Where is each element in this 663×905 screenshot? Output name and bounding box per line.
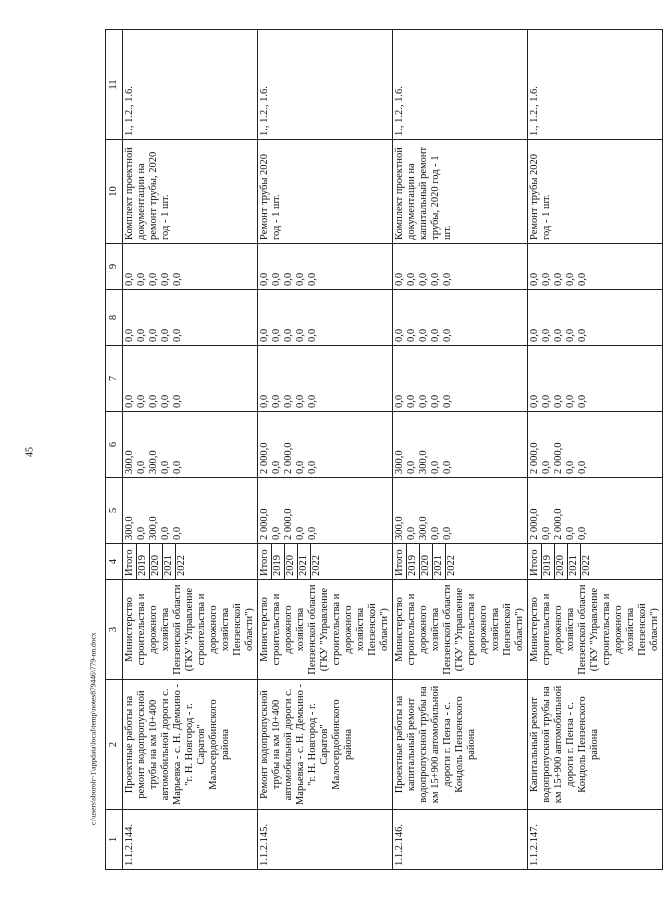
amount-value: 0,0 xyxy=(136,328,147,342)
row-years-cell xyxy=(528,544,663,580)
amount-value: 0,0 xyxy=(442,394,453,408)
amount-value: 0,0 xyxy=(577,394,588,408)
header-cell: 6 xyxy=(106,412,123,478)
row-c5-cell xyxy=(528,478,663,544)
row-c8-cell xyxy=(258,290,393,346)
row-c7-cell xyxy=(258,346,393,412)
year-value: 2019 xyxy=(407,544,420,579)
amount-value: 0,0 xyxy=(295,526,306,540)
year-value: 2022 xyxy=(581,555,592,576)
amount-value: 0,0 xyxy=(172,328,183,342)
row-id-cell: 1.1.2.146. xyxy=(393,810,528,870)
header-cell: 4 xyxy=(106,544,123,580)
row-years-cell xyxy=(393,544,528,580)
amount-value: 0,0 xyxy=(529,394,540,408)
amount-value: 0,0 xyxy=(136,526,147,540)
amount-value: 0,0 xyxy=(283,272,294,286)
row-id-cell: 1.1.2.144. xyxy=(123,810,258,870)
row-ref-cell: 1., 1.2., 1.6. xyxy=(258,30,393,140)
header-cell: 11 xyxy=(106,30,123,140)
amount-value: 0,0 xyxy=(394,328,405,342)
year-value: Итого xyxy=(259,544,272,579)
row-c9-cell xyxy=(258,244,393,290)
amount-value: 0,0 xyxy=(418,328,429,342)
year-value: 2020 xyxy=(150,544,163,579)
amount-value: 0,0 xyxy=(259,272,270,286)
amount-value: 0,0 xyxy=(295,272,306,286)
amount-value: 0,0 xyxy=(418,394,429,408)
amount-value: 0,0 xyxy=(430,526,441,540)
row-c6-cell xyxy=(258,412,393,478)
program-table xyxy=(105,29,663,870)
amount-value: 0,0 xyxy=(406,460,417,474)
row-result-cell: Комплект проектной документации на капитальный ремонт трубы, 2020 год - 1 шт. xyxy=(393,140,528,244)
amount-value: 0,0 xyxy=(541,394,552,408)
row-c8-cell xyxy=(123,290,258,346)
amount-value: 0,0 xyxy=(307,526,318,540)
row-result-cell: Ремонт трубы 2020 год - 1 шт. xyxy=(258,140,393,244)
amount-value: 0,0 xyxy=(172,272,183,286)
amount-value: 0,0 xyxy=(442,460,453,474)
amount-value: 0,0 xyxy=(307,394,318,408)
amount-value: 2 000,0 xyxy=(553,442,564,474)
year-value: 2022 xyxy=(311,555,322,576)
row-c8-cell xyxy=(528,290,663,346)
amount-value: 0,0 xyxy=(565,526,576,540)
amount-value: 0,0 xyxy=(160,526,171,540)
amount-value: 0,0 xyxy=(541,328,552,342)
amount-value: 0,0 xyxy=(271,460,282,474)
amount-value: 0,0 xyxy=(148,272,159,286)
amount-value: 0,0 xyxy=(160,460,171,474)
row-executor-cell: Министерство строительства и дорожного хозяйства Пензенской области (ГКУ "Управление строительства и дорожного хозяйства Пензенской области") xyxy=(258,580,393,680)
amount-value: 0,0 xyxy=(307,272,318,286)
amount-value: 2 000,0 xyxy=(259,442,270,474)
amount-value: 0,0 xyxy=(529,328,540,342)
amount-value: 0,0 xyxy=(124,272,135,286)
amount-value: 300,0 xyxy=(394,516,405,540)
amount-value: 0,0 xyxy=(283,394,294,408)
amount-value: 0,0 xyxy=(577,460,588,474)
header-cell: 9 xyxy=(106,244,123,290)
row-name-cell: Проектные работы на ремонт водопропускной трубы на км 10+400 автомобильной дороги с. Марьевка - с. Н. Демкино - "г. Н. Новгород - г. Саратов" Малосердобинского района xyxy=(123,680,258,810)
amount-value: 0,0 xyxy=(442,328,453,342)
row-c5-cell xyxy=(123,478,258,544)
amount-value: 0,0 xyxy=(124,394,135,408)
amount-value: 300,0 xyxy=(148,516,159,540)
row-years-cell xyxy=(258,544,393,580)
year-value: 2020 xyxy=(555,544,568,579)
amount-value: 0,0 xyxy=(406,394,417,408)
amount-value: 0,0 xyxy=(271,526,282,540)
amount-value: 0,0 xyxy=(577,328,588,342)
amount-value: 0,0 xyxy=(430,460,441,474)
amount-value: 0,0 xyxy=(553,394,564,408)
year-value: Итого xyxy=(394,544,407,579)
amount-value: 0,0 xyxy=(442,526,453,540)
amount-value: 0,0 xyxy=(430,272,441,286)
amount-value: 0,0 xyxy=(541,526,552,540)
row-id-cell: 1.1.2.145. xyxy=(258,810,393,870)
year-value: 2020 xyxy=(420,544,433,579)
row-c6-cell xyxy=(528,412,663,478)
row-c9-cell xyxy=(528,244,663,290)
row-name-cell: Проектные работы на капитальный ремонт водопропускной трубы на км 15+900 автомобильной дороги г. Пенза - с. Кондоль Пензенского района xyxy=(393,680,528,810)
amount-value: 0,0 xyxy=(418,272,429,286)
year-value: 2021 xyxy=(163,544,176,579)
amount-value: 0,0 xyxy=(541,272,552,286)
amount-value: 300,0 xyxy=(418,450,429,474)
amount-value: 2 000,0 xyxy=(283,508,294,540)
header-cell: 7 xyxy=(106,346,123,412)
amount-value: 0,0 xyxy=(565,328,576,342)
header-cell: 1 xyxy=(106,810,123,870)
row-c9-cell xyxy=(393,244,528,290)
amount-value: 0,0 xyxy=(160,328,171,342)
amount-value: 0,0 xyxy=(259,328,270,342)
amount-value: 0,0 xyxy=(529,272,540,286)
amount-value: 0,0 xyxy=(553,272,564,286)
table-row xyxy=(123,30,258,870)
amount-value: 0,0 xyxy=(172,526,183,540)
amount-value: 0,0 xyxy=(406,526,417,540)
amount-value: 0,0 xyxy=(271,272,282,286)
amount-value: 0,0 xyxy=(259,394,270,408)
amount-value: 0,0 xyxy=(565,394,576,408)
amount-value: 0,0 xyxy=(565,460,576,474)
row-ref-cell: 1., 1.2., 1.6. xyxy=(528,30,663,140)
year-value: 2021 xyxy=(568,544,581,579)
year-value: 2022 xyxy=(176,555,187,576)
row-c5-cell xyxy=(393,478,528,544)
amount-value: 2 000,0 xyxy=(259,508,270,540)
year-value: 2019 xyxy=(542,544,555,579)
amount-value: 0,0 xyxy=(160,394,171,408)
header-cell: 3 xyxy=(106,580,123,680)
amount-value: 0,0 xyxy=(307,460,318,474)
row-id-cell: 1.1.2.147. xyxy=(528,810,663,870)
amount-value: 0,0 xyxy=(307,328,318,342)
year-value: 2022 xyxy=(446,555,457,576)
row-executor-cell: Министерство строительства и дорожного хозяйства Пензенской области (ГКУ "Управление строительства и дорожного хозяйства Пензенской области") xyxy=(393,580,528,680)
rotated-table-wrapper xyxy=(105,30,660,870)
year-value: 2020 xyxy=(285,544,298,579)
amount-value: 0,0 xyxy=(442,272,453,286)
amount-value: 0,0 xyxy=(541,460,552,474)
row-name-cell: Ремонт водопропускной трубы на км 10+400 автомобильной дороги с. Марьевка - с. Н. Демкино - "г. Н. Новгород - г. Саратов" Малосердобинского района xyxy=(258,680,393,810)
amount-value: 0,0 xyxy=(406,272,417,286)
amount-value: 300,0 xyxy=(148,450,159,474)
amount-value: 0,0 xyxy=(394,394,405,408)
amount-value: 0,0 xyxy=(565,272,576,286)
row-c7-cell xyxy=(123,346,258,412)
amount-value: 0,0 xyxy=(430,394,441,408)
row-c7-cell xyxy=(528,346,663,412)
row-executor-cell: Министерство строительства и дорожного хозяйства Пензенской области (ГКУ "Управление строительства и дорожного хозяйства Пензенской области") xyxy=(528,580,663,680)
header-cell: 5 xyxy=(106,478,123,544)
amount-value: 0,0 xyxy=(136,394,147,408)
amount-value: 0,0 xyxy=(124,328,135,342)
amount-value: 0,0 xyxy=(283,328,294,342)
header-cell: 2 xyxy=(106,680,123,810)
row-c7-cell xyxy=(393,346,528,412)
amount-value: 0,0 xyxy=(406,328,417,342)
amount-value: 300,0 xyxy=(418,516,429,540)
year-value: Итого xyxy=(124,544,137,579)
header-cell: 8 xyxy=(106,290,123,346)
amount-value: 0,0 xyxy=(172,460,183,474)
amount-value: 0,0 xyxy=(577,272,588,286)
year-value: 2019 xyxy=(137,544,150,579)
row-ref-cell: 1., 1.2., 1.6. xyxy=(393,30,528,140)
amount-value: 2 000,0 xyxy=(529,442,540,474)
amount-value: 0,0 xyxy=(577,526,588,540)
amount-value: 300,0 xyxy=(124,450,135,474)
year-value: 2021 xyxy=(433,544,446,579)
row-c6-cell xyxy=(123,412,258,478)
row-result-cell: Ремонт трубы 2020 год - 1 шт. xyxy=(528,140,663,244)
page-number: 45 xyxy=(24,447,36,457)
table-row xyxy=(258,30,393,870)
amount-value: 0,0 xyxy=(394,272,405,286)
amount-value: 300,0 xyxy=(394,450,405,474)
year-value: 2019 xyxy=(272,544,285,579)
row-result-cell: Комплект проектной документации на ремонт трубы, 2020 год - 1 шт. xyxy=(123,140,258,244)
amount-value: 2 000,0 xyxy=(283,442,294,474)
year-value: 2021 xyxy=(298,544,311,579)
amount-value: 2 000,0 xyxy=(553,508,564,540)
row-c9-cell xyxy=(123,244,258,290)
row-years-cell xyxy=(123,544,258,580)
amount-value: 0,0 xyxy=(271,328,282,342)
row-c6-cell xyxy=(393,412,528,478)
header-cell: 10 xyxy=(106,140,123,244)
amount-value: 0,0 xyxy=(295,460,306,474)
amount-value: 2 000,0 xyxy=(529,508,540,540)
amount-value: 0,0 xyxy=(295,328,306,342)
table-row xyxy=(528,30,663,870)
amount-value: 0,0 xyxy=(553,328,564,342)
table-row xyxy=(393,30,528,870)
amount-value: 0,0 xyxy=(160,272,171,286)
row-c5-cell xyxy=(258,478,393,544)
amount-value: 0,0 xyxy=(148,394,159,408)
amount-value: 300,0 xyxy=(124,516,135,540)
row-executor-cell: Министерство строительства и дорожного хозяйства Пензенской области (ГКУ "Управление строительства и дорожного хозяйства Пензенской области") xyxy=(123,580,258,680)
amount-value: 0,0 xyxy=(172,394,183,408)
row-c8-cell xyxy=(393,290,528,346)
amount-value: 0,0 xyxy=(271,394,282,408)
header-row xyxy=(106,30,123,870)
amount-value: 0,0 xyxy=(430,328,441,342)
amount-value: 0,0 xyxy=(295,394,306,408)
amount-value: 0,0 xyxy=(136,272,147,286)
amount-value: 0,0 xyxy=(136,460,147,474)
year-value: Итого xyxy=(529,544,542,579)
file-path-footer: c:\users\sboroh~1\appdata\local\temp\notes879446\779-nn.docx xyxy=(88,632,98,825)
amount-value: 0,0 xyxy=(148,328,159,342)
row-name-cell: Капитальный ремонт водопропускной трубы на км 15+900 автомобильной дороги г. Пенза - с. Кондоль Пензенского района xyxy=(528,680,663,810)
row-ref-cell: 1., 1.2., 1.6. xyxy=(123,30,258,140)
